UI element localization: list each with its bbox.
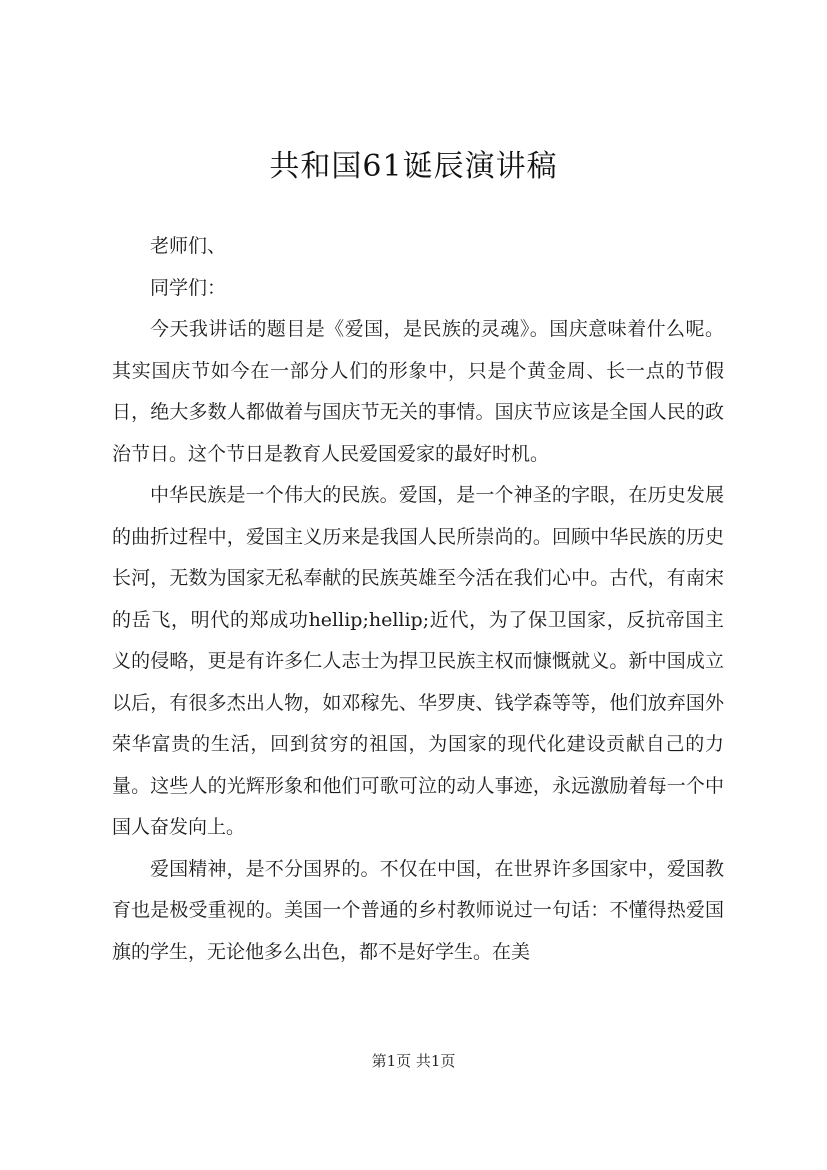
paragraph-history: 中华民族是一个伟大的民族。爱国，是一个神圣的字眼，在历史发展的曲折过程中，爱国主义历来是我国人民所崇尚的。回顾中华民族的历史长河，无数为国家无私奉献的民族英雄至今活在我们心中。古代，有南宋的岳飞，明代的郑成功hellip;hellip;近代，为了保卫国家，反抗帝国主义的侵略，更是有许多仁人志士为捍卫民族主权而慷慨就义。新中国成立以后，有很多杰出人物，如邓稼先、华罗庚、钱学森等等，他们放弃国外荣华富贵的生活，回到贫穷的祖国，为国家的现代化建设贡献自己的力量。这些人的光辉形象和他们可歌可泣的动人事迹，永远激励着每一个中国人奋发向上。 (112, 484, 724, 838)
paragraph-intro: 今天我讲话的题目是《爱国，是民族的灵魂》。国庆意味着什么呢。其实国庆节如今在一部分人们的形象中，只是个黄金周、长一点的节假日，绝大多数人都做着与国庆节无关的事情。国庆节应该是全国人民的政治节日。这个节日是教育人民爱国爱家的最好时机。 (112, 318, 724, 465)
document-body (112, 226, 724, 973)
document-title: 共和国61诞辰演讲稿 (269, 149, 558, 184)
page-footer: 第1页 共1页 (371, 1052, 456, 1070)
salutation-students: 同学们： (150, 276, 227, 299)
salutation-teachers: 老师们、 (150, 235, 227, 257)
paragraph-patriotism: 爱国精神，是不分国界的。不仅在中国，在世界许多国家中，爱国教育也是极受重视的。美国一个普通的乡村教师说过一句话：不懂得热爱国旗的学生，无论他多么出色，都不是好学生。在美 (112, 857, 724, 963)
